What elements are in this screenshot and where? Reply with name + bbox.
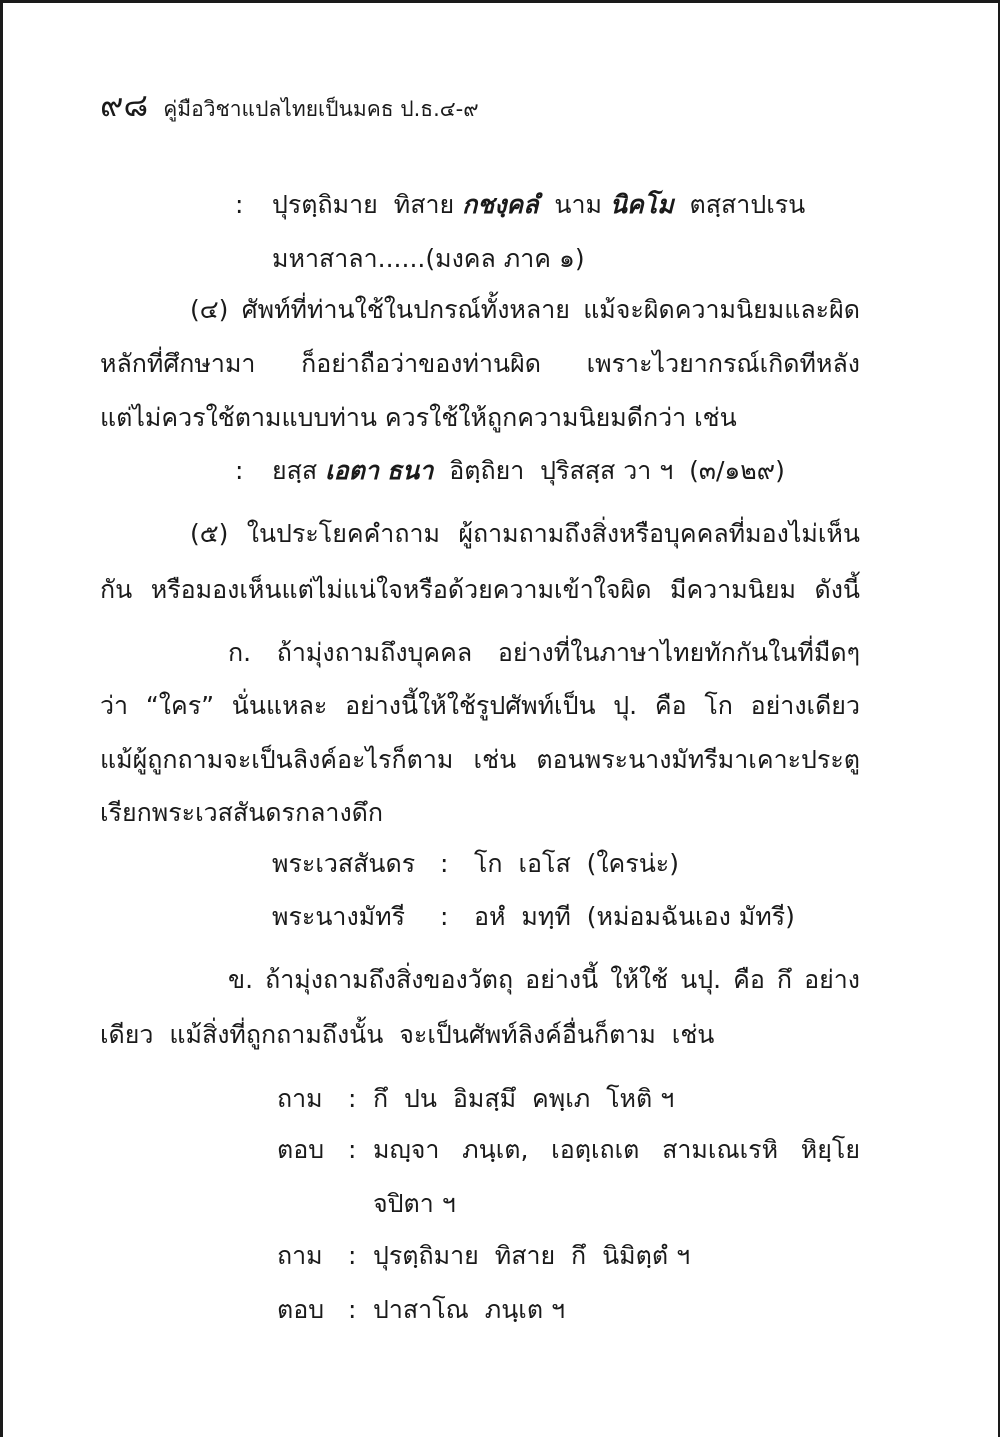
dialogue2-speaker-1: ถาม bbox=[277, 1084, 323, 1113]
dialogue2-colon-2: : bbox=[348, 1135, 357, 1164]
para4-line1: (๔) ศัพท์ที่ท่านใช้ในปกรณ์ทั้งหลาย แม้จะผิดความนิยมและผิด bbox=[190, 295, 860, 324]
dialogue2-text-2: มญฺจา ภนฺเต, เอตฺเถเต สามเณเรหิ หิยฺโย bbox=[373, 1135, 860, 1164]
dialogue1-speaker-1: พระเวสสันดร bbox=[272, 849, 416, 878]
example1-colon: : bbox=[235, 190, 244, 219]
para5-line1: (๕) ในประโยคคำถาม ผู้ถามถามถึงสิ่งหรือบุคคลที่มองไม่เห็น bbox=[190, 519, 860, 548]
example2-text-a: ยสฺส bbox=[272, 456, 326, 485]
para4-line2: หลักที่ศึกษามา ก็อย่าถือว่าของท่านผิด เพราะไวยากรณ์เกิดทีหลัง bbox=[100, 349, 860, 378]
page-header bbox=[100, 80, 479, 131]
running-title: คู่มือวิชาแปลไทยเป็นมคธ ป.ธ.๔-๙ bbox=[163, 97, 479, 121]
example1-bold-word-2: นิคโม bbox=[609, 190, 674, 219]
example2-text-c: อิตฺถิยา ปุริสสฺส วา ฯ (๓/๑๒๙) bbox=[433, 456, 785, 485]
sub-ka-line2: ว่า “ใคร” นั่นแหละ อย่างนี้ให้ใช้รูปศัพท์เป็น ปุ. คือ โก อย่างเดียว bbox=[100, 691, 860, 720]
sub-ka-line4: เรียกพระเวสสันดรกลางดึก bbox=[100, 798, 384, 827]
dialogue2-speaker-3: ถาม bbox=[277, 1241, 323, 1270]
page-border-left bbox=[0, 0, 3, 1437]
example2-line bbox=[272, 453, 785, 489]
dialogue1-colon-2: : bbox=[440, 902, 449, 931]
dialogue1-text-2: อหํ มทฺที (หม่อมฉันเอง มัทรี) bbox=[474, 902, 795, 931]
dialogue2-speaker-4: ตอบ bbox=[277, 1295, 325, 1324]
example1-bold-word-1: กชงฺคลํ bbox=[462, 190, 539, 219]
dialogue2-text-3: ปุรตฺถิมาย ทิสาย กึ นิมิตฺตํ ฯ bbox=[373, 1241, 691, 1270]
dialogue2-text-1: กึ ปน อิมสฺมึ คพฺเภ โหติ ฯ bbox=[373, 1084, 675, 1113]
dialogue1-text-1: โก เอโส (ใครน่ะ) bbox=[474, 849, 679, 878]
example2-bold-word-2: ธนา bbox=[386, 456, 434, 485]
example2-bold-word-1: เอตา bbox=[325, 456, 379, 485]
example1-text-a: ปุรตฺถิมาย ทิสาย bbox=[272, 190, 463, 219]
dialogue2-speaker-2: ตอบ bbox=[277, 1135, 325, 1164]
page-border-top bbox=[0, 0, 1000, 3]
example2-colon: : bbox=[235, 456, 244, 485]
dialogue2-colon-4: : bbox=[348, 1295, 357, 1324]
page-number: ๙๘ bbox=[100, 86, 149, 124]
dialogue2-colon-1: : bbox=[348, 1084, 357, 1113]
para4-line3: แต่ไม่ควรใช้ตามแบบท่าน ควรใช้ให้ถูกความนิยมดีกว่า เช่น bbox=[100, 403, 737, 432]
sub-kha-line2: เดียว แม้สิ่งที่ถูกถามถึงนั้น จะเป็นศัพท์ลิงค์อื่นก็ตาม เช่น bbox=[100, 1020, 715, 1049]
example1-text-b: นาม bbox=[538, 190, 610, 219]
example1-line2: มหาสาลา......(มงคล ภาค ๑) bbox=[272, 244, 585, 273]
sub-kha-line1: ข. ถ้ามุ่งถามถึงสิ่งของวัตถุ อย่างนี้ ให้ใช้ นปุ. คือ กึ อย่าง bbox=[228, 965, 860, 994]
sub-ka-line3: แม้ผู้ถูกถามจะเป็นลิงค์อะไรก็ตาม เช่น ตอนพระนางมัทรีมาเคาะประตู bbox=[100, 745, 860, 774]
dialogue2-text-4: ปาสาโณ ภนฺเต ฯ bbox=[373, 1295, 566, 1324]
dialogue2-text-2-cont: จปิตา ฯ bbox=[373, 1189, 456, 1218]
example2-text-b bbox=[379, 456, 387, 485]
para5-line2: กัน หรือมองเห็นแต่ไม่แน่ใจหรือด้วยความเข้าใจผิด มีความนิยม ดังนี้ bbox=[100, 575, 860, 604]
example1-text-c: ตสฺสาปเรน bbox=[673, 190, 806, 219]
example1-line1 bbox=[272, 187, 805, 223]
dialogue1-speaker-2: พระนางมัทรี bbox=[272, 902, 406, 931]
dialogue2-colon-3: : bbox=[348, 1241, 357, 1270]
sub-ka-line1: ก. ถ้ามุ่งถามถึงบุคคล อย่างที่ในภาษาไทยทักกันในที่มืดๆ bbox=[228, 638, 860, 667]
dialogue1-colon-1: : bbox=[440, 849, 449, 878]
